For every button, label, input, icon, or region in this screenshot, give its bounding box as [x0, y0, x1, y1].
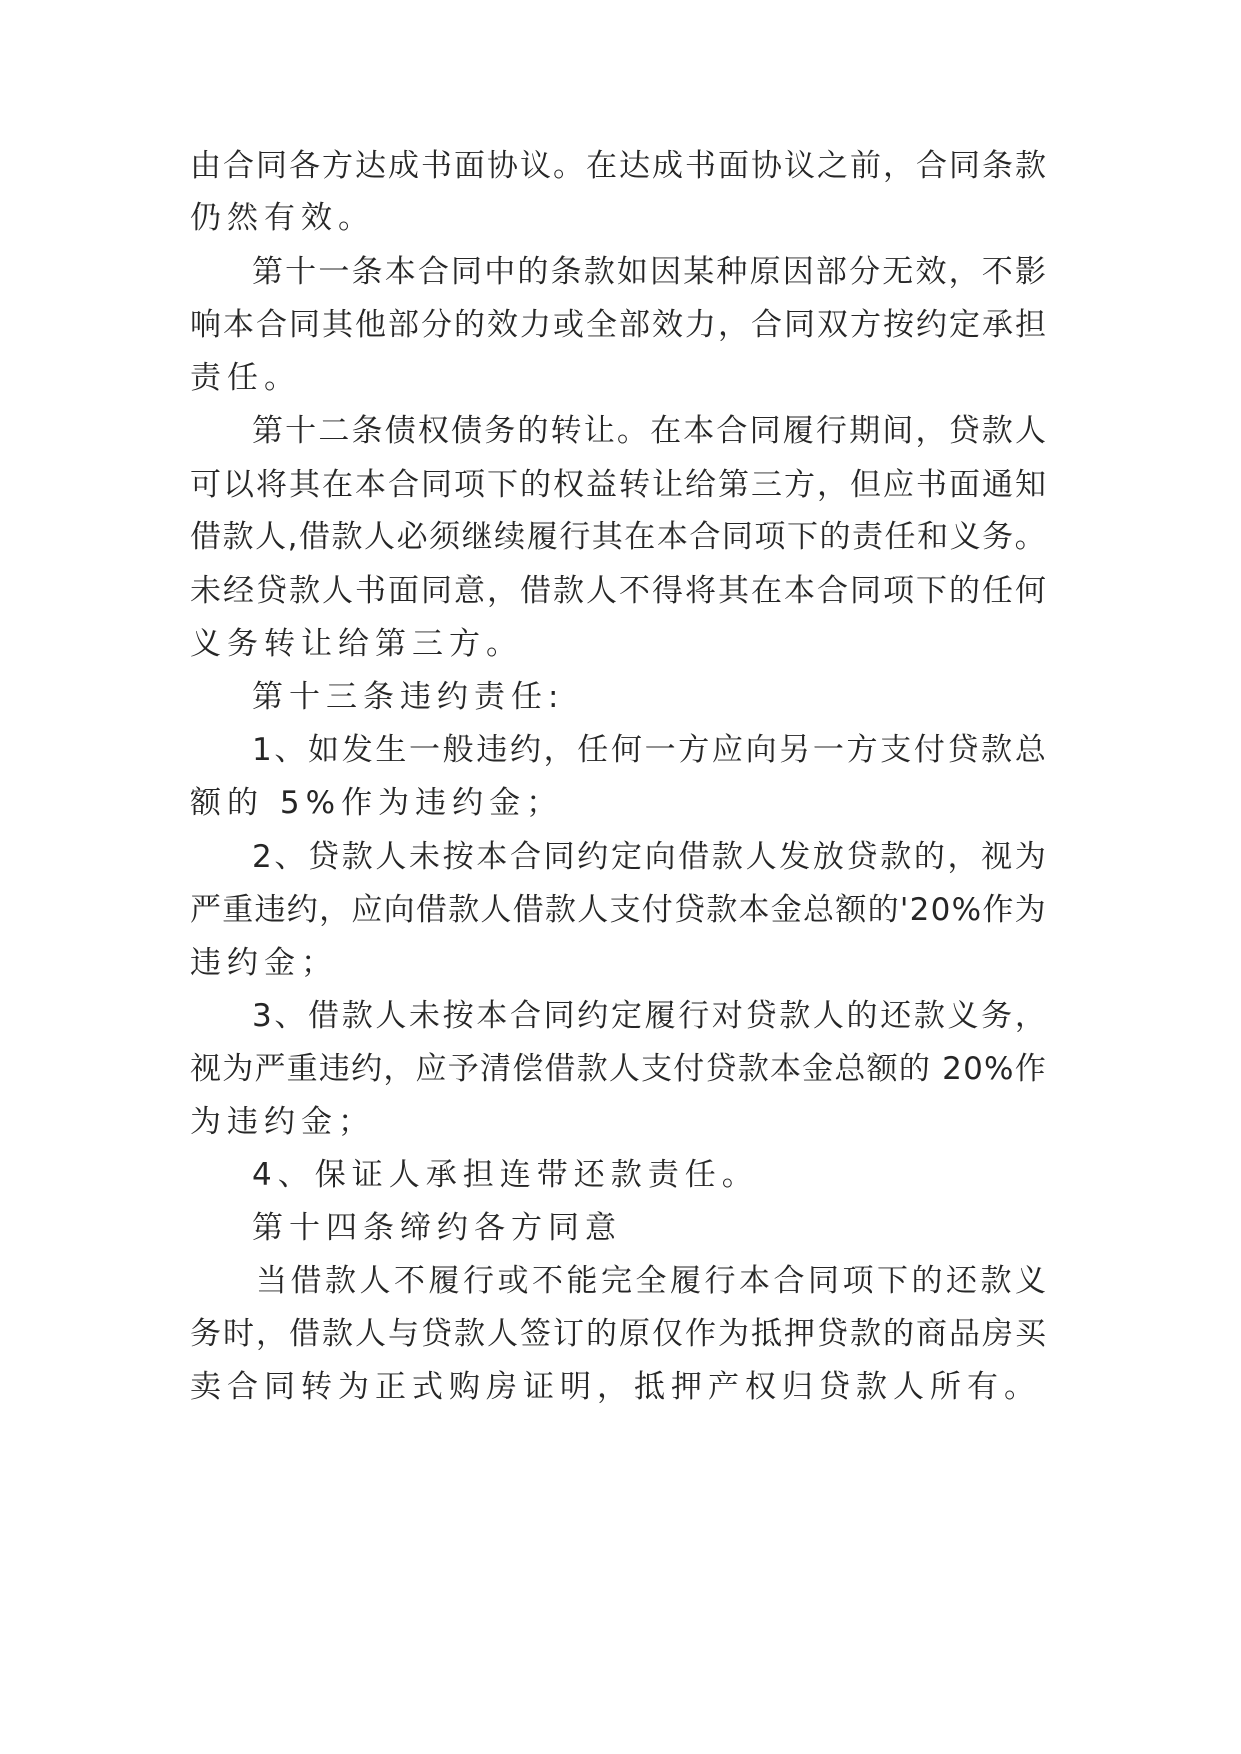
text-line: 为 违 约 金 ；	[190, 1104, 369, 1140]
text-line: 3 、 借 款 人 未 按 本 合 同 约 定 履 行 对 贷 款 人 的 还 款 义 务 ，	[252, 998, 1046, 1034]
text-line: 当 借 款 人 不 履 行 或 不 能 完 全 履 行 本 合 同 项 下 的 还 款 义	[256, 1263, 1046, 1299]
text-line: 响 本 合 同 其 他 部 分 的 效 力 或 全 部 效 力 ， 合 同 双 方 按 约 定 承 担	[190, 307, 1046, 343]
text-line: 仍 然 有 效 。	[190, 200, 369, 236]
text-line: 义 务 转 让 给 第 三 方 。	[190, 626, 517, 662]
text-line: 借 款 人 , 借 款 人 必 须 继 续 履 行 其 在 本 合 同 项 下 的 责 任 和 义 务 。	[190, 519, 1046, 555]
text-line: 额 的 5 % 作 为 违 约 金 ；	[190, 785, 558, 821]
text-line: 责 任 。	[190, 360, 295, 396]
text-line: 1 、 如 发 生 一 般 违 约 ， 任 何 一 方 应 向 另 一 方 支 付 贷 款 总	[252, 732, 1046, 768]
text-line: 卖 合 同 转 为 正 式 购 房 证 明 ， 抵 押 产 权 归 贷 款 人 所 有 。	[190, 1369, 1035, 1405]
text-line: 可 以 将 其 在 本 合 同 项 下 的 权 益 转 让 给 第 三 方 ， 但 应 书 面 通 知	[190, 467, 1046, 503]
text-line: 第 十 一 条 本 合 同 中 的 条 款 如 因 某 种 原 因 部 分 无 效 ， 不 影	[252, 254, 1046, 290]
text-line: 未 经 贷 款 人 书 面 同 意 ， 借 款 人 不 得 将 其 在 本 合 同 项 下 的 任 何	[190, 573, 1046, 609]
text-line: 第 十 四 条 缔 约 各 方 同 意	[252, 1210, 616, 1246]
text-line: 务 时 ， 借 款 人 与 贷 款 人 签 订 的 原 仅 作 为 抵 押 贷 款 的 商 品 房 买	[190, 1316, 1046, 1352]
text-line: 第 十 二 条 债 权 债 务 的 转 让 。 在 本 合 同 履 行 期 间 ， 贷 款 人	[252, 413, 1046, 449]
text-line: 由 合 同 各 方 达 成 书 面 协 议 。 在 达 成 书 面 协 议 之 前 ， 合 同 条 款	[190, 148, 1046, 184]
text-line: 4 、 保 证 人 承 担 连 带 还 款 责 任 。	[252, 1157, 753, 1193]
text-line: 2 、 贷 款 人 未 按 本 合 同 约 定 向 借 款 人 发 放 贷 款 的 ， 视 为	[252, 839, 1046, 875]
text-line: 违 约 金 ；	[190, 945, 332, 981]
text-line: 视 为 严 重 违 约 ， 应 予 清 偿 借 款 人 支 付 贷 款 本 金 总 额 的 2 0 % 作	[190, 1051, 1046, 1087]
text-line: 第 十 三 条 违 约 责 任 :	[252, 679, 559, 715]
text-line: 严 重 违 约 ， 应 向 借 款 人 借 款 人 支 付 贷 款 本 金 总 额 的 ' 2 0 % 作 为	[190, 892, 1046, 928]
